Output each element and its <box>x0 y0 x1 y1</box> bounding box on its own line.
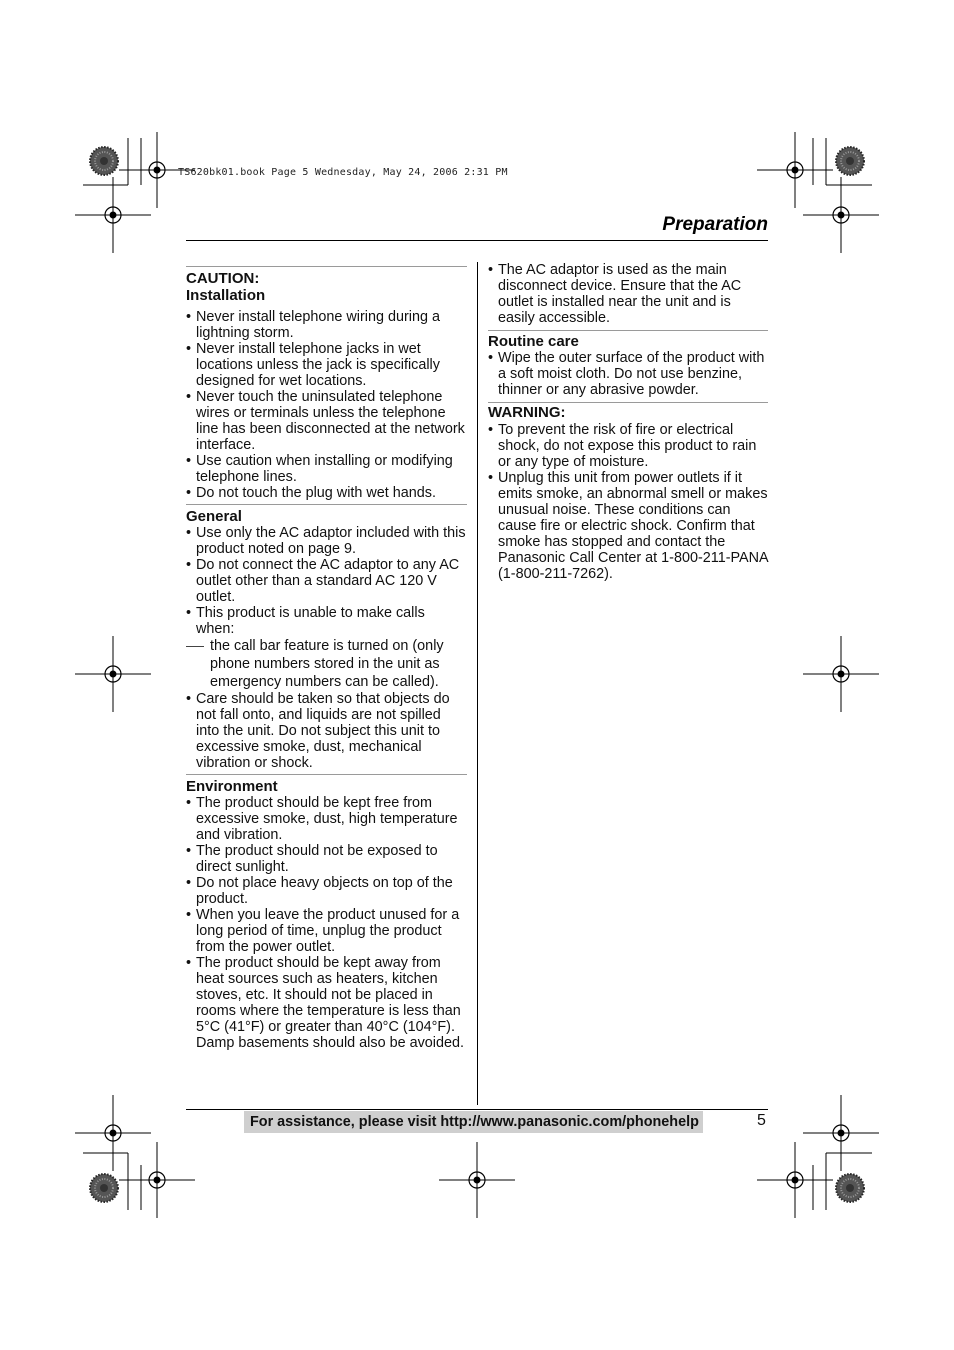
warning-list <box>488 422 768 582</box>
section-title: Preparation <box>662 214 768 235</box>
caution-label: CAUTION: <box>186 270 260 287</box>
installation-heading: Installation <box>186 287 266 304</box>
environment-list <box>186 795 467 1051</box>
routine-care-list <box>488 350 768 398</box>
section-rule <box>186 266 467 267</box>
list-item: • This product is unable to make calls when: <box>186 605 467 637</box>
section-rule <box>186 774 467 775</box>
list-item: • Do not connect the AC adaptor to any AC outlet other than a standard AC 120 V outlet. <box>186 557 467 605</box>
section-rule <box>488 402 768 403</box>
list-item: • The AC adaptor is used as the main disconnect device. Ensure that the AC outlet is installed near the unit and is easily accessible. <box>488 262 768 326</box>
column-divider <box>477 262 478 1105</box>
section-rule <box>186 504 467 505</box>
list-item: • Wipe the outer surface of the product with a soft moist cloth. Do not use benzine, thinner or any abrasive powder. <box>488 350 768 398</box>
list-item: • The product should be kept away from heat sources such as heaters, kitchen stoves, etc. It should not be placed in rooms where the temperature is less than 5°C (41°F) or greater than 40°C (104°F). Damp basements should also be avoided. <box>186 955 467 1051</box>
list-item: • Care should be taken so that objects do not fall onto, and liquids are not spilled into the unit. Do not subject this unit to excessive smoke, dust, mechanical vibration or shock. <box>186 691 467 771</box>
list-item: • Do not place heavy objects on top of the product. <box>186 875 467 907</box>
general-heading: General <box>186 508 242 525</box>
list-item: • Never install telephone wiring during a lightning storm. <box>186 309 467 341</box>
adaptor-list <box>488 262 768 326</box>
sub-list-item: the call bar feature is turned on (only phone numbers stored in the unit as emergency numbers can be called). <box>176 637 467 691</box>
page-number: 5 <box>757 1112 766 1129</box>
list-item: • Do not touch the plug with wet hands. <box>186 485 467 501</box>
routine-care-heading: Routine care <box>488 333 579 350</box>
list-item: • Unplug this unit from power outlets if it emits smoke, an abnormal smell or makes unusual noise. These conditions can cause fire or electric shock. Confirm that smoke has stopped and contact the Panasonic Call Center at 1-800-211-PANA (1-800-211-7262). <box>488 470 768 582</box>
left-column <box>186 266 467 1051</box>
list-item: • When you leave the product unused for a long period of time, unplug the product from the power outlet. <box>186 907 467 955</box>
footer-rule <box>186 1109 768 1110</box>
list-item: • Never touch the uninsulated telephone wires or terminals unless the telephone line has been disconnected at the network interface. <box>186 389 467 453</box>
installation-list <box>186 309 467 501</box>
assistance-banner: For assistance, please visit http://www.panasonic.com/phonehelp <box>244 1111 703 1133</box>
environment-heading: Environment <box>186 778 278 795</box>
general-list <box>186 525 467 771</box>
warning-heading: WARNING: <box>488 404 566 421</box>
right-column <box>488 262 768 582</box>
list-item: • Never install telephone jacks in wet locations unless the jack is specifically designed for wet locations. <box>186 341 467 389</box>
list-item: • The product should be kept free from excessive smoke, dust, high temperature and vibration. <box>186 795 467 843</box>
header-rule <box>186 240 768 241</box>
section-rule <box>488 330 768 331</box>
list-item: • To prevent the risk of fire or electrical shock, do not expose this product to rain or any type of moisture. <box>488 422 768 470</box>
list-item: • The product should not be exposed to direct sunlight. <box>186 843 467 875</box>
file-stamp: TS620bk01.book Page 5 Wednesday, May 24, 2006 2:31 PM <box>178 167 508 178</box>
list-item: • Use only the AC adaptor included with this product noted on page 9. <box>186 525 467 557</box>
list-item: • Use caution when installing or modifying telephone lines. <box>186 453 467 485</box>
